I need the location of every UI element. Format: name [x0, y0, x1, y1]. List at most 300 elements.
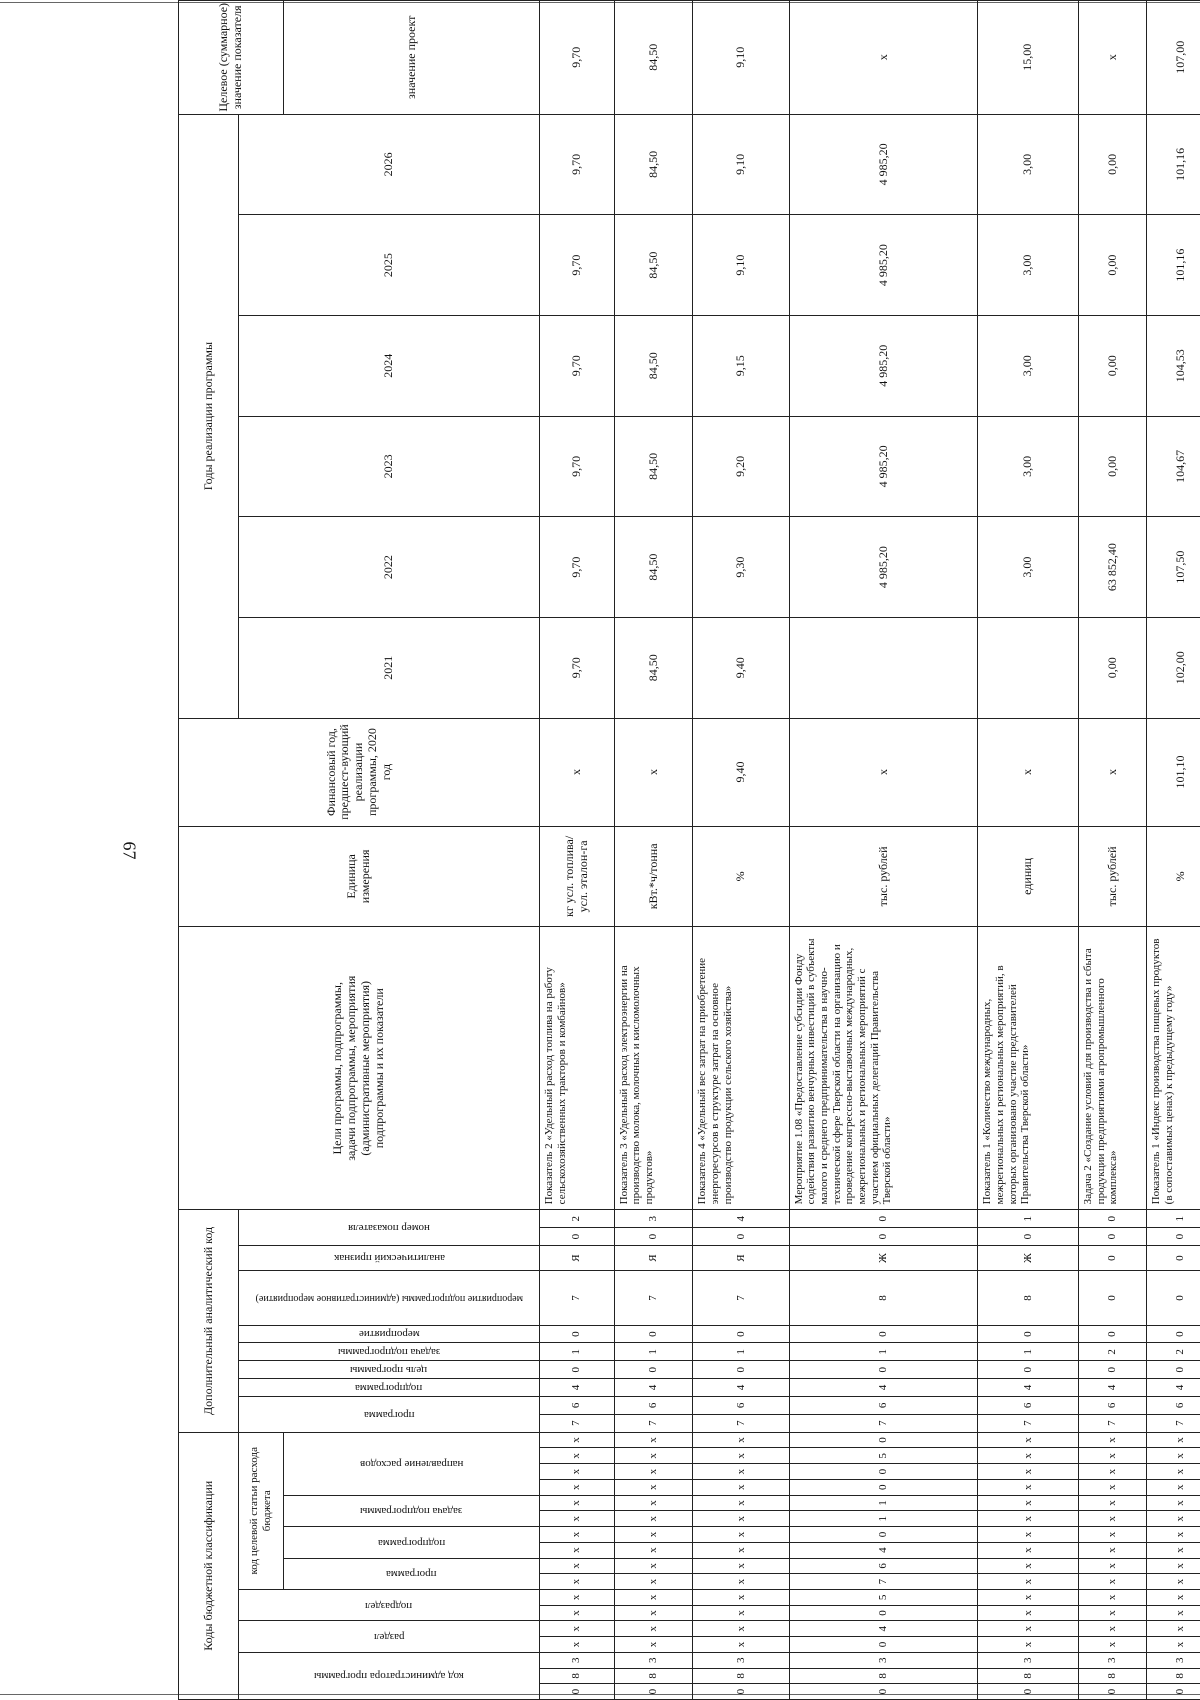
- analytic-code-cell: 0: [978, 1361, 1079, 1379]
- unit-cell: единиц: [978, 826, 1079, 927]
- analytic-code-cell: 1: [693, 1343, 789, 1361]
- value-2023-cell: 0,00: [1079, 416, 1147, 517]
- analytic-code-cell: Ж: [978, 1246, 1079, 1271]
- unit-cell: тыс. рублей: [1079, 826, 1147, 927]
- table-row: [693, 1, 789, 1700]
- analytic-code-cell: 6: [614, 1396, 693, 1414]
- analytic-code-cell: 7: [614, 1271, 693, 1326]
- analytic-code-cell: Я: [540, 1246, 615, 1271]
- budget-code-cell: х: [693, 1464, 789, 1480]
- header-program-text: программа: [386, 1567, 437, 1580]
- budget-code-cell: 8: [789, 1668, 977, 1684]
- budget-code-cell: 0: [1079, 1684, 1147, 1700]
- value-2023-cell: 9,20: [693, 416, 789, 517]
- budget-code-cell: 0: [789, 1464, 977, 1480]
- analytic-code-cell: 0: [1079, 1246, 1147, 1271]
- analytic-code-cell: 0: [789, 1361, 977, 1379]
- budget-code-cell: 3: [614, 1652, 693, 1668]
- value-2025-cell: 3,00: [978, 215, 1079, 316]
- budget-code-cell: х: [540, 1589, 615, 1605]
- analytic-code-cell: 0: [540, 1325, 615, 1343]
- analytic-code-cell: 1: [614, 1343, 693, 1361]
- header-a-indicator-text: номер показателя: [348, 1221, 430, 1234]
- budget-code-cell: х: [693, 1495, 789, 1511]
- unit-cell: тыс. рублей: [789, 826, 977, 927]
- budget-code-cell: 0: [789, 1637, 977, 1653]
- header-2024: 2024: [239, 315, 540, 416]
- value-2024-cell: 0,00: [1079, 315, 1147, 416]
- budget-code-cell: 0: [789, 1479, 977, 1495]
- table-row: [614, 1, 693, 1700]
- budget-code-cell: х: [1147, 1637, 1200, 1653]
- analytic-code-cell: 4: [614, 1379, 693, 1397]
- budget-code-cell: х: [693, 1605, 789, 1621]
- description-cell: Показатель 1 «Количество международных, межрегиональных и региональных мероприятий, в которых организовано участие представителей Правительства Тверской области»: [978, 927, 1079, 1210]
- budget-code-cell: 3: [693, 1652, 789, 1668]
- header-direction: [283, 1432, 539, 1495]
- analytic-code-cell: 7: [1147, 1414, 1200, 1432]
- budget-code-cell: 3: [789, 1652, 977, 1668]
- table-row: [1079, 1, 1147, 1700]
- budget-code-cell: 8: [540, 1668, 615, 1684]
- value-2025-cell: 9,70: [540, 215, 615, 316]
- fin-year-cell: 101,10: [1147, 718, 1200, 826]
- analytic-code-cell: 0: [1147, 1228, 1200, 1246]
- analytic-code-cell: 0: [1079, 1325, 1147, 1343]
- fin-year-cell: 9,40: [693, 718, 789, 826]
- header-a-program: [239, 1396, 540, 1432]
- header-section: [239, 1621, 540, 1652]
- value-2024-cell: 104,53: [1147, 315, 1200, 416]
- analytic-code-cell: 0: [978, 1325, 1079, 1343]
- analytic-code-cell: 0: [1079, 1210, 1147, 1228]
- analytic-code-cell: 0: [1147, 1361, 1200, 1379]
- analytic-code-cell: 1: [978, 1343, 1079, 1361]
- header-subsection-text: подраздел: [365, 1599, 412, 1612]
- budget-code-cell: х: [978, 1637, 1079, 1653]
- header-target-item: код целевой статьи расхода бюджета: [239, 1432, 284, 1589]
- value-2024-cell: 9,70: [540, 315, 615, 416]
- analytic-code-cell: 1: [540, 1343, 615, 1361]
- description-cell: Показатель 2 «Удельный расход топлива на работу сельскохозяйственных тракторов и комбайнов»: [540, 927, 615, 1210]
- value-2022-cell: 63 852,40: [1079, 517, 1147, 618]
- budget-code-cell: 8: [1147, 1668, 1200, 1684]
- value-2024-cell: 4 985,20: [789, 315, 977, 416]
- description-cell: Мероприятие 1.08 «Предоставление субсидии Фонду содействия развитию венчурных инвестиций в субъекты малого и среднего предпринимательства в научно-технической сфере Тверской области на организацию и проведение конгрессно-выставочных международных, межрегиональных и региональных мероприятий с участием официальных делегаций Правительства Тверской области»: [789, 927, 977, 1210]
- budget-code-cell: х: [614, 1448, 693, 1464]
- budget-code-cell: 5: [789, 1448, 977, 1464]
- budget-code-cell: х: [693, 1527, 789, 1543]
- header-2021: 2021: [239, 617, 540, 718]
- description-cell: Показатель 3 «Удельный расход электроэнергии на производство молока, молочных и кисломолочных продуктов»: [614, 927, 693, 1210]
- unit-cell: %: [1147, 826, 1200, 927]
- budget-code-cell: х: [1079, 1511, 1147, 1527]
- budget-code-cell: х: [1147, 1589, 1200, 1605]
- header-a-sign: [239, 1246, 540, 1271]
- analytic-code-cell: 2: [540, 1210, 615, 1228]
- value-2023-cell: 9,70: [540, 416, 615, 517]
- budget-code-cell: 7: [789, 1574, 977, 1590]
- analytic-code-cell: 0: [789, 1325, 977, 1343]
- value-2026-cell: 0,00: [1079, 114, 1147, 215]
- budget-code-cell: 5: [789, 1589, 977, 1605]
- value-2026-cell: 84,50: [614, 114, 693, 215]
- analytic-code-cell: 0: [693, 1361, 789, 1379]
- value-2025-cell: 101,16: [1147, 215, 1200, 316]
- budget-code-cell: 3: [978, 1652, 1079, 1668]
- analytic-code-cell: 0: [693, 1325, 789, 1343]
- value-2024-cell: 84,50: [614, 315, 693, 416]
- budget-code-cell: 0: [1147, 1684, 1200, 1700]
- header-additional-code: Дополнительный аналитический код: [179, 1210, 239, 1432]
- budget-code-cell: 3: [540, 1652, 615, 1668]
- analytic-code-cell: 0: [789, 1210, 977, 1228]
- budget-code-cell: х: [1147, 1479, 1200, 1495]
- header-a-goal: [239, 1361, 540, 1379]
- value-2022-cell: 9,70: [540, 517, 615, 618]
- budget-code-cell: 4: [789, 1542, 977, 1558]
- header-goals: [179, 927, 540, 1210]
- budget-code-cell: х: [614, 1495, 693, 1511]
- analytic-code-cell: 7: [614, 1414, 693, 1432]
- analytic-code-cell: Я: [614, 1246, 693, 1271]
- budget-code-cell: х: [1147, 1542, 1200, 1558]
- value-2022-cell: 4 985,20: [789, 517, 977, 618]
- budget-code-cell: х: [1079, 1637, 1147, 1653]
- budget-code-cell: х: [614, 1479, 693, 1495]
- budget-code-cell: 0: [789, 1432, 977, 1448]
- budget-code-cell: х: [1079, 1479, 1147, 1495]
- value-2023-cell: 84,50: [614, 416, 693, 517]
- budget-code-cell: х: [693, 1574, 789, 1590]
- value-2021-cell: 0,00: [1079, 617, 1147, 718]
- value-2021-cell: 9,40: [693, 617, 789, 718]
- header-section-text: раздел: [374, 1630, 405, 1643]
- budget-table: [178, 0, 1200, 1700]
- header-2022: 2022: [239, 517, 540, 618]
- table-body: [540, 1, 1200, 1700]
- budget-code-cell: 8: [978, 1668, 1079, 1684]
- analytic-code-cell: 1: [978, 1210, 1079, 1228]
- budget-code-cell: 0: [978, 1684, 1079, 1700]
- budget-code-cell: х: [614, 1574, 693, 1590]
- header-a-measure-sub: [239, 1271, 540, 1326]
- budget-code-cell: х: [1147, 1511, 1200, 1527]
- budget-code-cell: х: [540, 1542, 615, 1558]
- header-subprogram-task-text: задача подпрограммы: [360, 1505, 462, 1518]
- budget-code-cell: х: [540, 1637, 615, 1653]
- analytic-code-cell: 0: [614, 1228, 693, 1246]
- fin-year-cell: х: [614, 718, 693, 826]
- target-value-cell: 107,00: [1147, 1, 1200, 115]
- analytic-code-cell: 7: [540, 1414, 615, 1432]
- budget-code-cell: х: [693, 1589, 789, 1605]
- header-goals-text: Цели программы, подпрограммы, задачи подпрограммы, мероприятия (административные мероприятия) подпрограммы и их показатели: [331, 927, 386, 1209]
- budget-code-cell: х: [693, 1479, 789, 1495]
- header-subsection: [239, 1589, 540, 1620]
- budget-code-cell: х: [1147, 1527, 1200, 1543]
- analytic-code-cell: 0: [614, 1325, 693, 1343]
- budget-code-cell: х: [978, 1448, 1079, 1464]
- analytic-code-cell: 6: [1147, 1396, 1200, 1414]
- value-2023-cell: 3,00: [978, 416, 1079, 517]
- budget-code-cell: х: [540, 1448, 615, 1464]
- analytic-code-cell: 1: [789, 1343, 977, 1361]
- target-value-cell: 84,50: [614, 1, 693, 115]
- analytic-code-cell: Я: [693, 1246, 789, 1271]
- value-2023-cell: 4 985,20: [789, 416, 977, 517]
- budget-code-cell: х: [540, 1479, 615, 1495]
- header-fin-year: Финансовый год, предшест-вующий реализации программы, 2020 год: [179, 718, 540, 826]
- analytic-code-cell: 2: [1079, 1343, 1147, 1361]
- value-2024-cell: 9,15: [693, 315, 789, 416]
- value-2021-cell: 9,70: [540, 617, 615, 718]
- budget-code-cell: х: [1147, 1464, 1200, 1480]
- header-a-task-text: задача подпрограммы: [338, 1346, 440, 1359]
- budget-code-cell: 8: [693, 1668, 789, 1684]
- analytic-code-cell: 0: [978, 1228, 1079, 1246]
- analytic-code-cell: 0: [693, 1228, 789, 1246]
- budget-code-cell: 3: [1147, 1652, 1200, 1668]
- budget-code-cell: х: [614, 1589, 693, 1605]
- header-target-sub: значение проект: [283, 1, 539, 115]
- target-value-cell: х: [789, 1, 977, 115]
- budget-code-cell: х: [614, 1511, 693, 1527]
- budget-code-cell: х: [540, 1558, 615, 1574]
- budget-code-cell: х: [978, 1558, 1079, 1574]
- header-a-measure-text: мероприятие: [359, 1328, 420, 1341]
- value-2025-cell: 84,50: [614, 215, 693, 316]
- header-subprogram-text: подпрограмма: [378, 1536, 445, 1549]
- description-cell: Показатель 4 «Удельный вес затрат на приобретение энергоресурсов в структуре затрат на основное производство продукции сельского хозяйства»: [693, 927, 789, 1210]
- budget-code-cell: 8: [614, 1668, 693, 1684]
- budget-code-cell: х: [614, 1621, 693, 1637]
- analytic-code-cell: 7: [693, 1271, 789, 1326]
- budget-code-cell: х: [1079, 1495, 1147, 1511]
- value-2025-cell: 0,00: [1079, 215, 1147, 316]
- budget-code-cell: х: [978, 1432, 1079, 1448]
- table-row: [540, 1, 615, 1700]
- budget-code-cell: х: [540, 1527, 615, 1543]
- value-2021-cell: 84,50: [614, 617, 693, 718]
- analytic-code-cell: 6: [693, 1396, 789, 1414]
- budget-code-cell: х: [1079, 1527, 1147, 1543]
- table-row: [1147, 1, 1200, 1700]
- analytic-code-cell: 4: [693, 1379, 789, 1397]
- analytic-code-cell: 0: [1147, 1246, 1200, 1271]
- header-a-measure-sub-text: мероприятие подпрограммы (административное мероприятие): [239, 1292, 539, 1304]
- budget-code-cell: 1: [789, 1511, 977, 1527]
- analytic-code-cell: 0: [1079, 1228, 1147, 1246]
- analytic-code-cell: 6: [789, 1396, 977, 1414]
- budget-table-rotated: [178, 0, 1102, 1700]
- budget-code-cell: 0: [540, 1684, 615, 1700]
- budget-code-cell: х: [540, 1605, 615, 1621]
- budget-code-cell: х: [978, 1605, 1079, 1621]
- budget-code-cell: х: [540, 1432, 615, 1448]
- header-a-measure: [239, 1325, 540, 1343]
- analytic-code-cell: 4: [693, 1210, 789, 1228]
- header-subprogram: [283, 1527, 539, 1558]
- analytic-code-cell: 7: [693, 1414, 789, 1432]
- budget-code-cell: х: [693, 1558, 789, 1574]
- budget-code-cell: 6: [789, 1558, 977, 1574]
- budget-code-cell: 0: [789, 1527, 977, 1543]
- unit-cell: кг усл. топлива/усл. эталон-га: [540, 826, 615, 927]
- budget-code-cell: х: [614, 1605, 693, 1621]
- analytic-code-cell: 0: [614, 1361, 693, 1379]
- budget-code-cell: х: [614, 1464, 693, 1480]
- value-2022-cell: 84,50: [614, 517, 693, 618]
- budget-code-cell: х: [978, 1542, 1079, 1558]
- unit-cell: кВт.*ч/тонна: [614, 826, 693, 927]
- value-2022-cell: 3,00: [978, 517, 1079, 618]
- analytic-code-cell: 4: [1079, 1379, 1147, 1397]
- budget-code-cell: х: [1147, 1605, 1200, 1621]
- budget-code-cell: х: [693, 1448, 789, 1464]
- header-target: Целевое (суммарное) значение показателя: [179, 1, 284, 115]
- analytic-code-cell: 2: [1147, 1343, 1200, 1361]
- analytic-code-cell: 6: [1079, 1396, 1147, 1414]
- analytic-code-cell: 7: [540, 1271, 615, 1326]
- budget-code-cell: х: [540, 1574, 615, 1590]
- header-a-goal-text: цель программы: [350, 1363, 427, 1376]
- analytic-code-cell: 0: [789, 1228, 977, 1246]
- header-years: Годы реализации программы: [179, 114, 239, 718]
- budget-code-cell: х: [1079, 1621, 1147, 1637]
- analytic-code-cell: 4: [540, 1379, 615, 1397]
- analytic-code-cell: 3: [614, 1210, 693, 1228]
- budget-code-cell: х: [540, 1621, 615, 1637]
- analytic-code-cell: 7: [978, 1414, 1079, 1432]
- budget-code-cell: х: [693, 1542, 789, 1558]
- table-row: [789, 1, 977, 1700]
- budget-code-cell: х: [614, 1542, 693, 1558]
- analytic-code-cell: 0: [540, 1228, 615, 1246]
- budget-code-cell: х: [540, 1511, 615, 1527]
- budget-code-cell: 8: [1079, 1668, 1147, 1684]
- target-value-cell: 9,10: [693, 1, 789, 115]
- header-a-subprogram: [239, 1379, 540, 1397]
- budget-code-cell: х: [1079, 1589, 1147, 1605]
- budget-code-cell: х: [978, 1479, 1079, 1495]
- fin-year-cell: х: [1079, 718, 1147, 826]
- budget-code-cell: х: [540, 1464, 615, 1480]
- analytic-code-cell: 1: [1147, 1210, 1200, 1228]
- header-a-program-text: программа: [364, 1408, 415, 1421]
- header-admin-code: [239, 1652, 540, 1699]
- value-2021-cell: [789, 617, 977, 718]
- analytic-code-cell: 0: [1079, 1361, 1147, 1379]
- target-value-cell: 15,00: [978, 1, 1079, 115]
- budget-code-cell: х: [1079, 1574, 1147, 1590]
- header-direction-text: направление расходов: [360, 1457, 463, 1470]
- analytic-code-cell: 0: [1147, 1325, 1200, 1343]
- unit-cell: %: [693, 826, 789, 927]
- budget-code-cell: х: [978, 1511, 1079, 1527]
- header-a-indicator: [239, 1210, 540, 1246]
- value-2026-cell: 9,10: [693, 114, 789, 215]
- budget-code-cell: 1: [789, 1495, 977, 1511]
- budget-code-cell: х: [1079, 1558, 1147, 1574]
- budget-code-cell: 0: [789, 1605, 977, 1621]
- target-value-cell: 9,70: [540, 1, 615, 115]
- budget-code-cell: 0: [614, 1684, 693, 1700]
- budget-code-cell: х: [1147, 1574, 1200, 1590]
- value-2025-cell: 4 985,20: [789, 215, 977, 316]
- analytic-code-cell: 0: [1147, 1271, 1200, 1326]
- budget-code-cell: х: [978, 1589, 1079, 1605]
- budget-code-cell: х: [1147, 1558, 1200, 1574]
- budget-code-cell: 4: [789, 1621, 977, 1637]
- budget-code-cell: х: [1079, 1542, 1147, 1558]
- analytic-code-cell: 0: [540, 1361, 615, 1379]
- budget-code-cell: х: [693, 1432, 789, 1448]
- value-2024-cell: 3,00: [978, 315, 1079, 416]
- value-2021-cell: 102,00: [1147, 617, 1200, 718]
- budget-code-cell: х: [1147, 1621, 1200, 1637]
- budget-code-cell: 3: [1079, 1652, 1147, 1668]
- value-2021-cell: [978, 617, 1079, 718]
- header-2026: 2026: [239, 114, 540, 215]
- header-subprogram-task: [283, 1495, 539, 1526]
- budget-code-cell: 0: [693, 1684, 789, 1700]
- budget-code-cell: х: [614, 1432, 693, 1448]
- header-a-sign-text: аналитический признак: [334, 1252, 445, 1265]
- value-2023-cell: 104,67: [1147, 416, 1200, 517]
- description-cell: Показатель 1 «Индекс производства пищевых продуктов (в сопоставимых ценах) к предыдущему году»: [1147, 927, 1200, 1210]
- fin-year-cell: х: [540, 718, 615, 826]
- analytic-code-cell: 6: [978, 1396, 1079, 1414]
- budget-code-cell: х: [693, 1621, 789, 1637]
- budget-code-cell: х: [693, 1511, 789, 1527]
- analytic-code-cell: 4: [789, 1379, 977, 1397]
- analytic-code-cell: 0: [1079, 1271, 1147, 1326]
- header-2023: 2023: [239, 416, 540, 517]
- budget-code-cell: х: [1147, 1448, 1200, 1464]
- budget-code-cell: х: [614, 1637, 693, 1653]
- analytic-code-cell: 6: [540, 1396, 615, 1414]
- budget-code-cell: х: [978, 1464, 1079, 1480]
- analytic-code-cell: 8: [978, 1271, 1079, 1326]
- analytic-code-cell: 7: [789, 1414, 977, 1432]
- table-row: [978, 1, 1079, 1700]
- budget-code-cell: х: [978, 1527, 1079, 1543]
- budget-code-cell: 0: [789, 1684, 977, 1700]
- fin-year-cell: х: [789, 718, 977, 826]
- description-cell: Задача 2 «Создание условий для производства и сбыта продукции предприятиями агропромышленного комплекса»: [1079, 927, 1147, 1210]
- header-admin-code-text: код администратора программы: [314, 1670, 464, 1683]
- budget-code-cell: х: [1079, 1605, 1147, 1621]
- value-2025-cell: 9,10: [693, 215, 789, 316]
- budget-code-cell: х: [614, 1558, 693, 1574]
- budget-code-cell: х: [978, 1621, 1079, 1637]
- fin-year-cell: х: [978, 718, 1079, 826]
- budget-code-cell: х: [540, 1495, 615, 1511]
- budget-code-cell: х: [1079, 1464, 1147, 1480]
- header-unit: Единица измерения: [179, 826, 540, 927]
- value-2026-cell: 101,16: [1147, 114, 1200, 215]
- analytic-code-cell: 8: [789, 1271, 977, 1326]
- analytic-code-cell: 4: [978, 1379, 1079, 1397]
- budget-code-cell: х: [1079, 1448, 1147, 1464]
- budget-code-cell: х: [1147, 1432, 1200, 1448]
- value-2022-cell: 9,30: [693, 517, 789, 618]
- value-2022-cell: 107,50: [1147, 517, 1200, 618]
- value-2026-cell: 3,00: [978, 114, 1079, 215]
- value-2026-cell: 9,70: [540, 114, 615, 215]
- analytic-code-cell: Ж: [789, 1246, 977, 1271]
